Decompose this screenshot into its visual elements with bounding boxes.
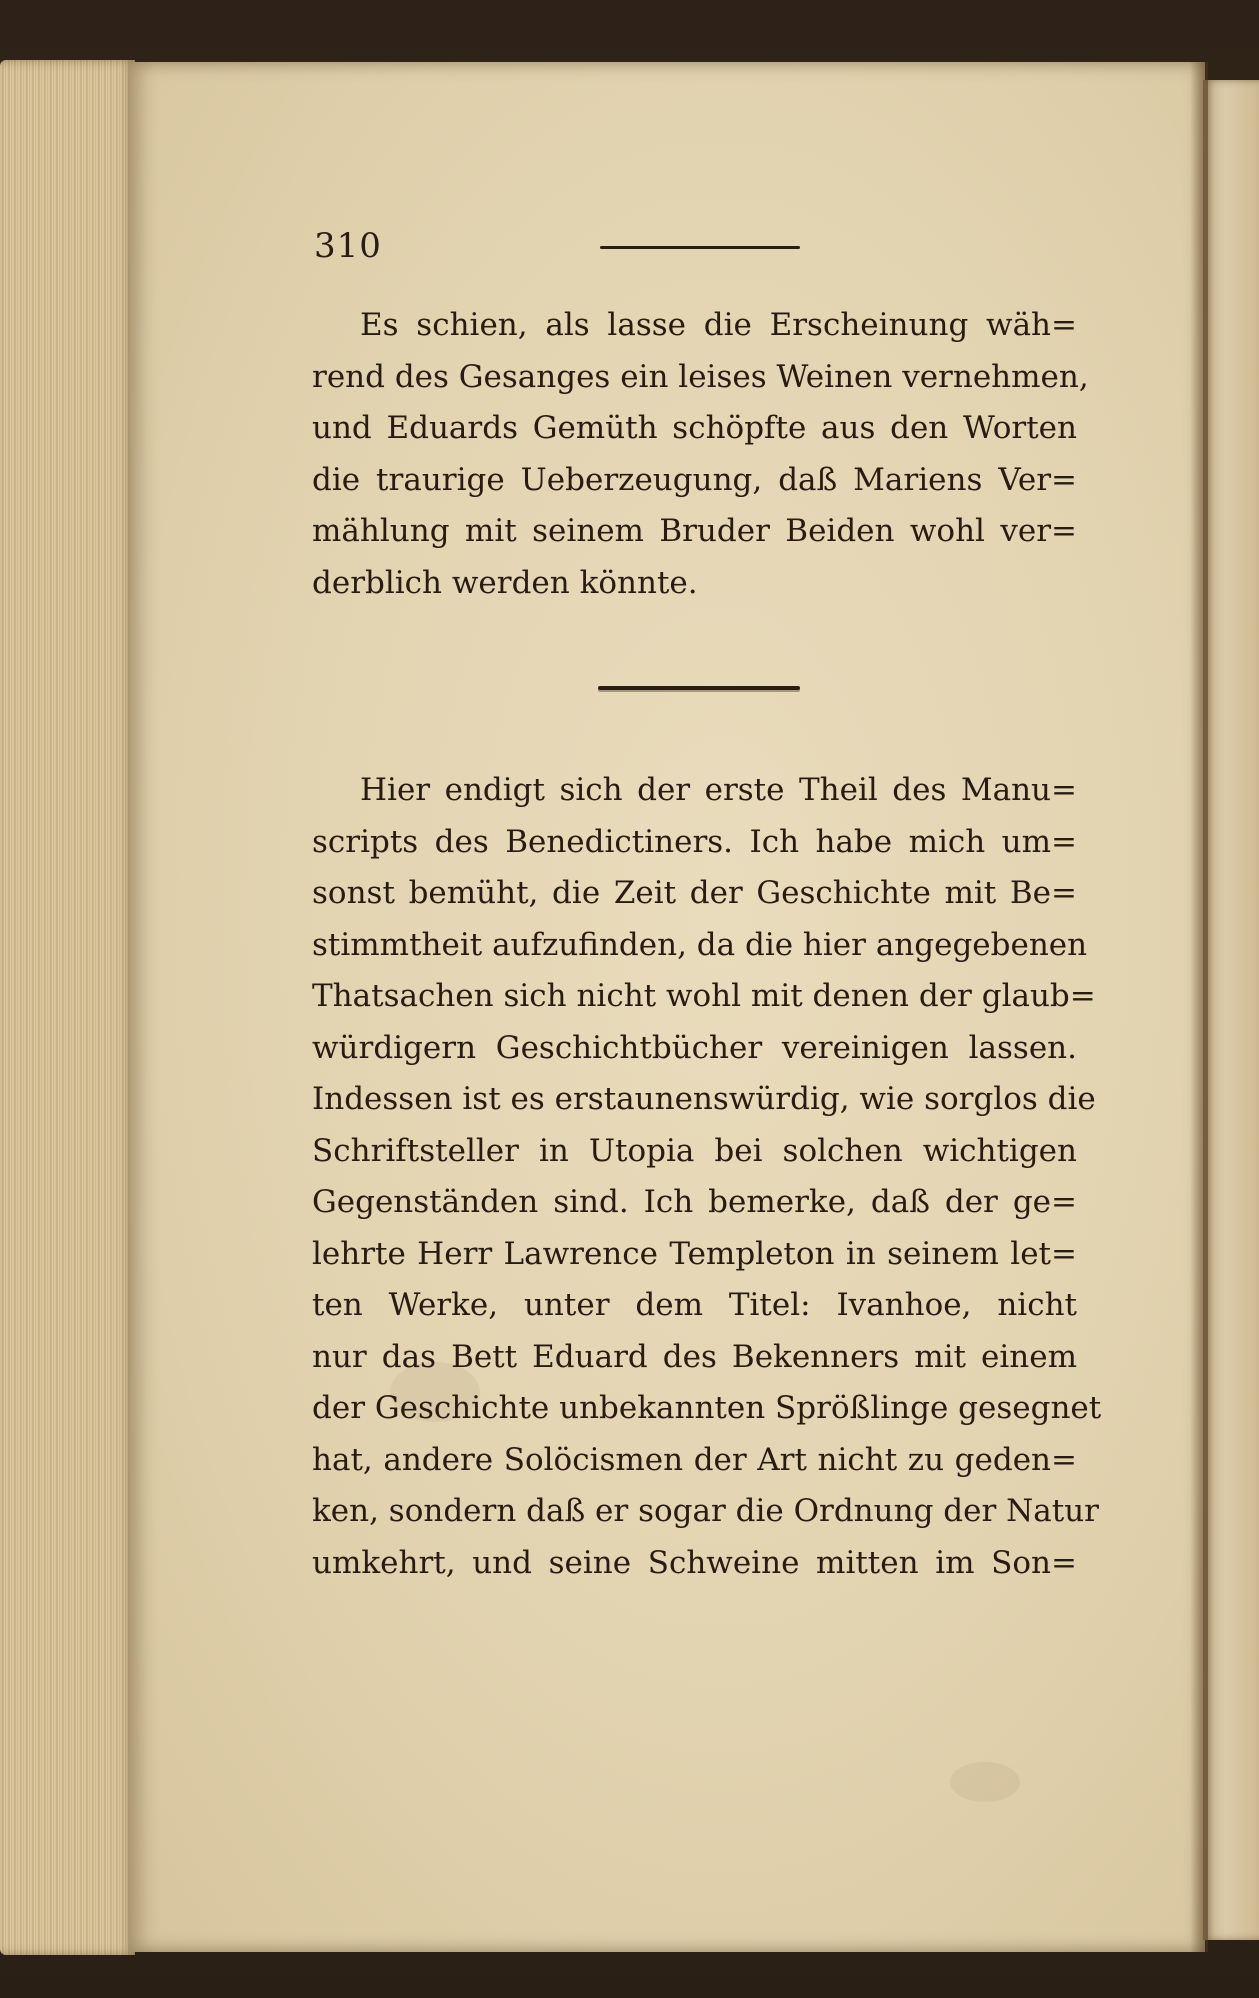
text-line: sonst bemüht, die Zeit der Geschichte mit Be=: [312, 875, 1077, 911]
text-line: derblich werden könnte.: [312, 564, 698, 601]
text-line: Es schien, als lasse die Erscheinung wäh=: [360, 307, 1077, 343]
text-line: die traurige Ueberzeugung, daß Mariens Ver=: [312, 461, 1077, 498]
text-line: umkehrt, und seine Schweine mitten im Son=: [312, 1544, 1077, 1581]
book-page-edges: [0, 60, 135, 1955]
header-rule: [600, 246, 800, 249]
text-line: Schriftsteller in Utopia bei solchen wichtigen: [312, 1132, 1077, 1169]
text-line: und Eduards Gemüth schöpfte aus den Worten: [312, 410, 1077, 446]
text-line: Thatsachen sich nicht wohl mit denen der glaub=: [312, 978, 1096, 1014]
section-divider-rule: [598, 686, 800, 690]
text-line: Indessen ist es erstaunenswürdig, wie sorglos die: [312, 1081, 1096, 1117]
text-line: rend des Gesanges ein leises Weinen vernehmen,: [312, 358, 1089, 395]
text-line: hat, andere Solöcismen der Art nicht zu geden=: [312, 1441, 1077, 1478]
gutter-shadow: [1190, 62, 1208, 1952]
text-line: der Geschichte unbekannten Sprößlinge gesegnet: [312, 1390, 1102, 1426]
text-line: Gegenständen sind. Ich bemerke, daß der ge=: [312, 1184, 1077, 1220]
text-line: scripts des Benedictiners. Ich habe mich um=: [312, 823, 1077, 860]
text-line: ken, sondern daß er sogar die Ordnung der Natur: [312, 1493, 1099, 1529]
text-line: nur das Bett Eduard des Bekenners mit einem: [312, 1338, 1077, 1375]
page-number: 310: [314, 226, 382, 266]
paragraph-1: [312, 300, 1089, 609]
paper-stain: [950, 1762, 1020, 1802]
facing-page-edge: [1203, 80, 1259, 1940]
text-line: lehrte Herr Lawrence Templeton in seinem let=: [312, 1235, 1077, 1272]
text-line: mählung mit seinem Bruder Beiden wohl ver=: [312, 513, 1077, 549]
text-line: ten Werke, unter dem Titel: Ivanhoe, nicht: [312, 1287, 1077, 1323]
text-line: Hier endigt sich der erste Theil des Manu=: [360, 772, 1077, 808]
text-line: stimmtheit aufzufinden, da die hier angegebenen: [312, 926, 1088, 963]
paragraph-2: [312, 765, 1102, 1589]
text-line: würdigern Geschichtbücher vereinigen lassen.: [312, 1029, 1077, 1066]
